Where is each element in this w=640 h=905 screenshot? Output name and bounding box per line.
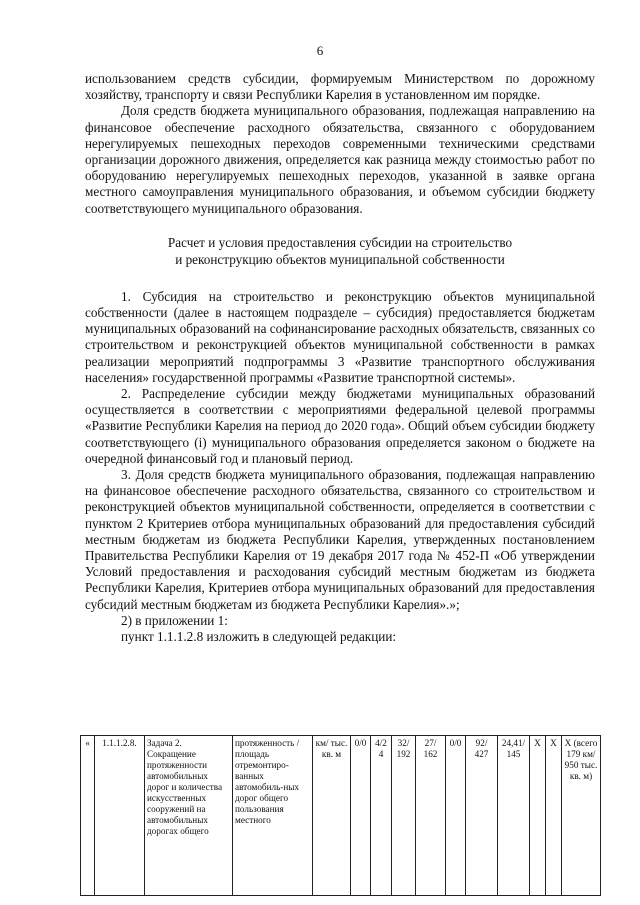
cell-value: 0/0 [446,736,466,896]
paragraph-continuation: использованием средств субсидии, формируемым Министерством по дорожному хозяйству, транспорту и связи Республики Карелия в установленном им порядке. [85,71,595,103]
paragraph-share-crossings: Доля средств бюджета муниципального образования, подлежащая направлению на финансовое обеспечение расходного обязательства, связанного с оборудованием нерегулируемых пешеходных переходов современными техническими средствами организации дорожного движения, определяется как разница между стоимостью работ по оборудованию нерегулируемых пешеходных переходов, указанной в заявке органа местного самоуправления муниципального образования, и объемом субсидии бюджету соответствующего муниципального образования. [85,103,595,216]
section-heading-line1: Расчет и условия предоставления субсидии на строительство [167,234,513,250]
open-quote: « [81,736,95,896]
page-number: 6 [316,43,324,58]
section-heading [85,234,595,268]
cell-unit: км/ тыс. кв. м [313,736,351,896]
cell-value: 0/0 [351,736,371,896]
cell-value: 92/ 427 [466,736,498,896]
paragraph-item-2: 2. Распределение субсидии между бюджетами муниципальных образований осуществляется в соответствии с мероприятиями федеральной целевой программы «Развитие Республики Карелия на период до 2020 года». Общий объем субсидии бюджету соответствующего (i) муниципального образования определяется законом о бюджете на очередной финансовый год и плановый период. [85,386,595,466]
cell-value: 4/24 [371,736,392,896]
cell-code: 1.1.1.2.8. [95,736,145,896]
paragraph-appendix: 2) в приложении 1: [121,612,228,628]
cell-total: X (всего 179 км/ 950 тыс. кв. м) [562,736,601,896]
cell-value: 24,41/ 145 [498,736,530,896]
document-body [85,71,595,645]
table-row [81,736,601,896]
cell-indicator: протяженность /площадь отремонтиро-ванных автомобиль-ных дорог общего пользования местного [233,736,313,896]
cell-value: X [546,736,562,896]
cell-value: 32/ 192 [392,736,416,896]
amendment-table [80,735,601,896]
paragraph-item-3: 3. Доля средств бюджета муниципального образования, подлежащая направлению на финансовое обеспечение расходного обязательства, связанного со строительством и реконструкцией объектов муниципальной собственности, определяется в соответствии с пунктом 2 Критериев отбора муниципальных образований для предоставления субсидий местным бюджетам из бюджета Республики Карелия, утвержденных постановлением Правительства Республики Карелия от 19 декабря 2017 года № 452-П «Об утверждении Условий предоставления и расходования субсидий местным бюджетам из бюджета Республики Карелия, Критериев отбора муниципальных образований для предоставления субсидий местным бюджетам из бюджета Республики Карелия».»; [85,467,595,612]
paragraph-item-1: 1. Субсидия на строительство и реконструкцию объектов муниципальной собственности (далее в настоящем подразделе – субсидия) предоставляется бюджетам муниципальных образований на софинансирование расходных обязательств, связанных со строительством и реконструкцией объектов муниципальной собственности в рамках реализации мероприятий подпрограммы 3 «Развитие транспортного обслуживания населения» государственной программы «Развитие транспортной системы». [85,288,595,385]
paragraph-point: пункт 1.1.1.2.8 изложить в следующей редакции: [121,629,397,645]
section-heading-line2: и реконструкцию объектов муниципальной собственности [175,251,505,267]
cell-value: X [530,736,546,896]
cell-value: 27/ 162 [416,736,446,896]
cell-task: Задача 2. Сокращение протяженности автомобильных дорог и количества искусственных сооружений на автомобильных дорогах общего [145,736,233,896]
